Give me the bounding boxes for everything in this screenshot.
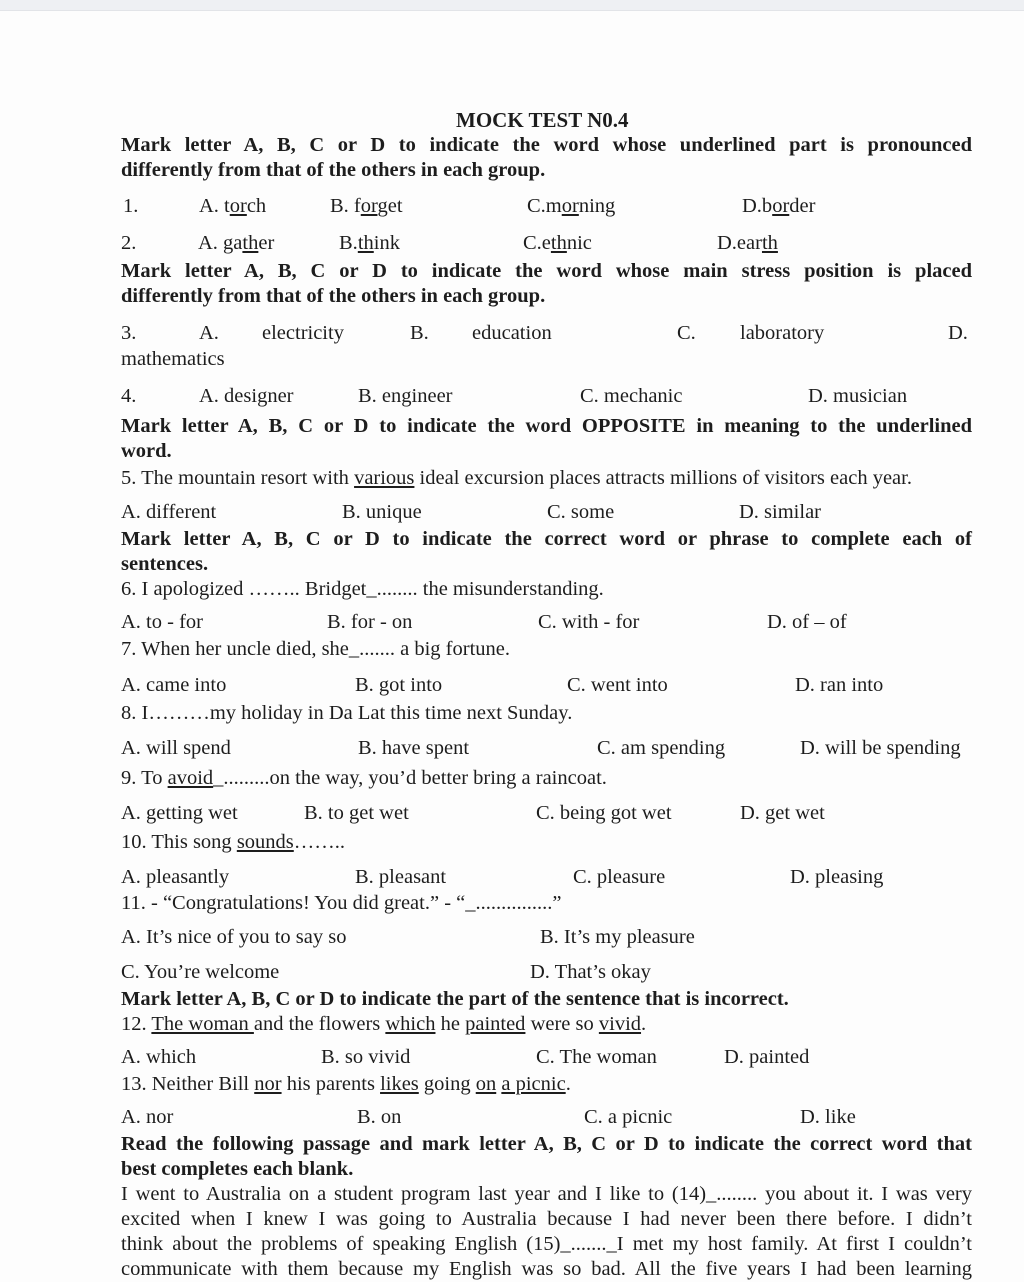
passage-line: I went to Australia on a student program last year and I like to (14)_........ you about it. I was very [121, 1183, 972, 1205]
section-pronunciation-instruction: Mark letter A, B, C or D to indicate the word whose underlined part is pronounced [121, 134, 972, 156]
q13-option-a: A. nor [121, 1106, 174, 1128]
q4-option-a: A. designer [199, 385, 294, 407]
q13-option-c: C. a picnic [584, 1106, 673, 1128]
q4-option-c: C. mechanic [580, 385, 683, 407]
q3-option-d: mathematics [121, 348, 225, 370]
section-pronunciation-instruction-cont: differently from that of the others in each group. [121, 159, 546, 181]
q4-option-b: B. engineer [358, 385, 453, 407]
q13-option-d: D. like [800, 1106, 856, 1128]
q6-option-c: C. with - for [538, 611, 640, 633]
q1-option-a: A. torch [199, 195, 267, 217]
q5-option-a: A. different [121, 501, 217, 523]
q3-option-a-letter: A. [199, 322, 219, 344]
q2-option-a: A. gather [198, 232, 275, 254]
q10-option-c: C. pleasure [573, 866, 666, 888]
q12-question: 12. The woman and the flowers which he painted were so vivid. [121, 1013, 647, 1035]
q8-option-a: A. will spend [121, 737, 231, 759]
q9-question: 9. To avoid_.........on the way, you’d better bring a raincoat. [121, 767, 607, 789]
q2-number: 2. [121, 232, 137, 254]
passage-line: communicate with them because my English was so bad. All the five years I had been learning [121, 1258, 972, 1280]
q4-option-d: D. musician [808, 385, 908, 407]
q11-option-a: A. It’s nice of you to say so [121, 926, 347, 948]
q12-option-c: C. The woman [536, 1046, 657, 1068]
q11-question: 11. - “Congratulations! You did great.” - “_...............” [121, 892, 562, 914]
q7-option-a: A. came into [121, 674, 227, 696]
section-complete-instruction-cont: sentences. [121, 553, 209, 575]
q3-option-c: laboratory [740, 322, 825, 344]
q1-option-d: D.border [742, 195, 816, 217]
q6-question: 6. I apologized …….. Bridget_........ the misunderstanding. [121, 578, 604, 600]
q9-option-a: A. getting wet [121, 802, 238, 824]
passage-line: excited when I knew I was going to Australia because I had never been there before. I didn’t [121, 1208, 972, 1230]
q3-option-a: electricity [262, 322, 344, 344]
section-opposite-instruction-cont: word. [121, 440, 172, 462]
passage-line: think about the problems of speaking English (15)_......._I met my host family. At first I couldn’t [121, 1233, 972, 1255]
q5-option-d: D. similar [739, 501, 821, 523]
section-stress-instruction: Mark letter A, B, C or D to indicate the word whose main stress position is placed [121, 260, 972, 282]
q5-question: 5. The mountain resort with various ideal excursion places attracts millions of visitors each year. [121, 467, 912, 489]
q10-question: 10. This song sounds…….. [121, 831, 346, 853]
q8-question: 8. I………my holiday in Da Lat this time next Sunday. [121, 702, 573, 724]
q9-option-d: D. get wet [740, 802, 825, 824]
section-complete-instruction: Mark letter A, B, C or D to indicate the correct word or phrase to complete each of [121, 528, 972, 550]
q11-option-b: B. It’s my pleasure [540, 926, 695, 948]
q12-option-b: B. so vivid [321, 1046, 411, 1068]
q3-option-b-letter: B. [410, 322, 429, 344]
q3-option-b: education [472, 322, 552, 344]
q1-option-b: B. forget [330, 195, 403, 217]
q8-option-d: D. will be spending [800, 737, 961, 759]
q8-option-b: B. have spent [358, 737, 470, 759]
section-stress-instruction-cont: differently from that of the others in each group. [121, 285, 546, 307]
q1-option-c: C.morning [527, 195, 616, 217]
page-title: MOCK TEST N0.4 [456, 108, 629, 132]
q12-option-a: A. which [121, 1046, 197, 1068]
q13-option-b: B. on [357, 1106, 402, 1128]
q5-option-c: C. some [547, 501, 615, 523]
q1-number: 1. [123, 195, 139, 217]
q11-option-d: D. That’s okay [530, 961, 651, 983]
q5-option-b: B. unique [342, 501, 422, 523]
q9-option-c: C. being got wet [536, 802, 672, 824]
section-passage-instruction: Read the following passage and mark letter A, B, C or D to indicate the correct word that [121, 1133, 972, 1155]
q13-question: 13. Neither Bill nor his parents likes going on a picnic. [121, 1073, 571, 1095]
section-opposite-instruction: Mark letter A, B, C or D to indicate the word OPPOSITE in meaning to the underlined [121, 415, 972, 437]
q10-option-b: B. pleasant [355, 866, 447, 888]
q7-option-d: D. ran into [795, 674, 884, 696]
q2-option-c: C.ethnic [523, 232, 592, 254]
q7-question: 7. When her uncle died, she_....... a big fortune. [121, 638, 511, 660]
q2-option-d: D.earth [717, 232, 778, 254]
section-incorrect-instruction: Mark letter A, B, C or D to indicate the part of the sentence that is incorrect. [121, 988, 789, 1010]
q12-option-d: D. painted [724, 1046, 810, 1068]
window-top-bar [0, 0, 1024, 11]
q8-option-c: C. am spending [597, 737, 726, 759]
q10-option-d: D. pleasing [790, 866, 884, 888]
q7-option-c: C. went into [567, 674, 668, 696]
q7-option-b: B. got into [355, 674, 443, 696]
q11-option-c: C. You’re welcome [121, 961, 280, 983]
reading-passage [121, 1182, 972, 1282]
q6-option-b: B. for - on [327, 611, 413, 633]
q3-number: 3. [121, 322, 137, 344]
q2-option-b: B.think [339, 232, 400, 254]
section-passage-instruction-cont: best completes each blank. [121, 1158, 354, 1180]
q3-option-c-letter: C. [677, 322, 696, 344]
q4-number: 4. [121, 385, 137, 407]
q9-option-b: B. to get wet [304, 802, 409, 824]
q6-option-a: A. to - for [121, 611, 203, 633]
q6-option-d: D. of – of [767, 611, 847, 633]
q3-option-d-letter: D. [948, 322, 968, 344]
q10-option-a: A. pleasantly [121, 866, 230, 888]
